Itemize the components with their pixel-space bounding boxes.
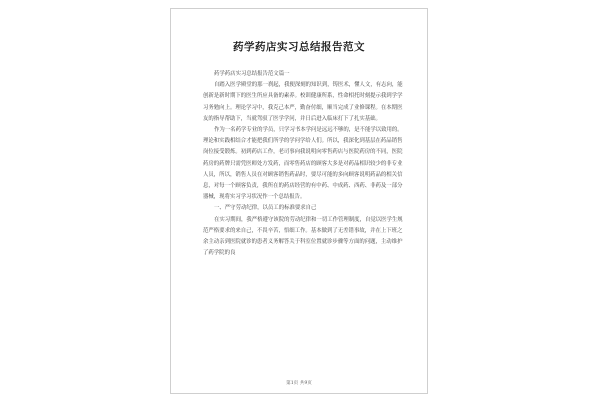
paragraph: 在实习期间，我严格遵守该院的劳动纪律和一切工作管理制度，自觉以医学生规范严格要求的来自己，不畏辛苦，悟细工作。基本做到了无差错事故，并在上下班之余主动亲到医院就诊的患者义务解答关于科室位置就诊步骤等方面的问题，主动维护了药学院的良 [203,216,403,257]
paragraph: 作为一名药学专业的学员，只学习书本学问是远远不够的，是不能学以致用的。理论和实践相结合才能把我们所学的学问学给人们。所以，我深化到基层在药品销售岗位接受锻炼。初到药店工作，老司事向我说明向零售药店与医院药房的不同，医院药房的药牌只需凭医师处方发药，而零售药店的顾客大多是对药品相识较少的非专业人员，所以，销售人员在对顾客销售药品时，要尽可能的多向顾客说明药品的相关信息，对每一个顾客负责，我所在的药店经营的有中药、中成药、西药、非药及一部分器械，现将实习学习状况作一个总结报告。 [203,127,403,201]
document-title: 药学药店实习总结报告范文 [233,41,365,53]
section-heading: 一、严守劳动纪律，以员工的标准要求自己 [214,205,317,212]
document-body [203,69,403,259]
document-page [170,8,428,394]
document-subtitle: 药学药店实习总结报告范文篇一 [214,71,290,77]
page-footer: 第1页 共9页 [286,381,312,386]
paragraph: 自踏入医学殿堂的那一刹起，我便深刻的知识到，铸医术，懂人文，有志向，能创新是新时期下的医生所应具备的素养。校训健康所系，性命相托时刻提示我到学学习务勉向上。理论学习中，我克己本严，勤奋付细，顺当完成了业修课程。在本期医友的指导帮助下，当就驾驭了医学学问，并日后进入临床打下了扎实基础。 [203,82,403,122]
